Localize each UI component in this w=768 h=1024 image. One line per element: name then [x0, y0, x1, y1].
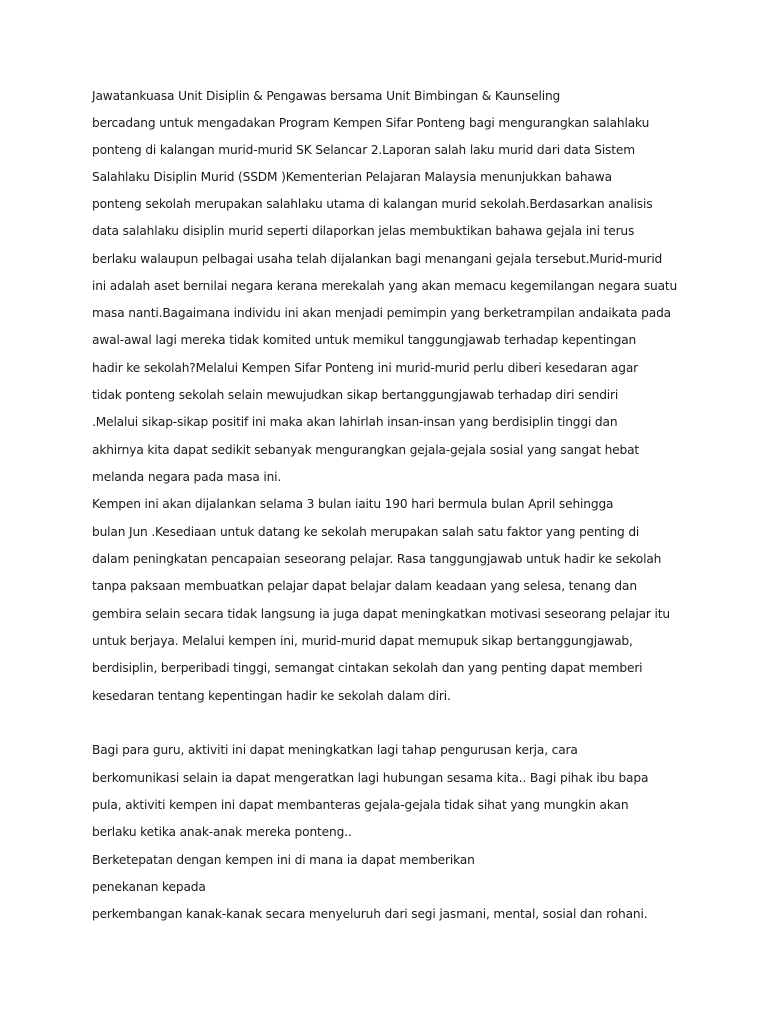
text-line: Jawatankuasa Unit Disiplin & Pengawas bersama Unit Bimbingan & Kaunseling — [92, 89, 561, 103]
text-line: ponteng sekolah merupakan salahlaku utama di kalangan murid sekolah.Berdasarkan analisis — [92, 197, 653, 211]
text-line: berdisiplin, berperibadi tinggi, semangat cintakan sekolah dan yang penting dapat memberi — [92, 661, 643, 675]
text-line: tanpa paksaan membuatkan pelajar dapat belajar dalam keadaan yang selesa, tenang dan — [92, 579, 637, 593]
text-line: ini adalah aset bernilai negara kerana merekalah yang akan memacu kegemilangan negara suatu — [92, 279, 678, 293]
text-line: .Melalui sikap-sikap positif ini maka akan lahirlah insan-insan yang berdisiplin tinggi dan — [92, 415, 618, 429]
text-line: bercadang untuk mengadakan Program Kempen Sifar Ponteng bagi mengurangkan salahlaku — [92, 116, 650, 130]
text-line: tidak ponteng sekolah selain mewujudkan sikap bertanggungjawab terhadap diri sendiri — [92, 388, 619, 402]
text-line: akhirnya kita dapat sedikit sebanyak mengurangkan gejala-gejala sosial yang sangat hebat — [92, 443, 640, 457]
text-line: berlaku ketika anak-anak mereka ponteng.. — [92, 825, 352, 839]
text-line: gembira selain secara tidak langsung ia juga dapat meningkatkan motivasi seseorang pelajar itu — [92, 607, 670, 621]
text-line: berkomunikasi selain ia dapat mengeratkan lagi hubungan sesama kita.. Bagi pihak ibu bapa — [92, 771, 649, 785]
text-line: hadir ke sekolah?Melalui Kempen Sifar Ponteng ini murid-murid perlu diberi kesedaran agar — [92, 361, 639, 375]
text-line: Bagi para guru, aktiviti ini dapat meningkatkan lagi tahap pengurusan kerja, cara — [92, 743, 578, 757]
text-line: ponteng di kalangan murid-murid SK Selancar 2.Laporan salah laku murid dari data Sistem — [92, 143, 635, 157]
text-line: berlaku walaupun pelbagai usaha telah dijalankan bagi menangani gejala tersebut.Murid-murid — [92, 252, 663, 266]
text-line: kesedaran tentang kepentingan hadir ke sekolah dalam diri. — [92, 689, 451, 703]
text-line: masa nanti.Bagaimana individu ini akan menjadi pemimpin yang berketrampilan andaikata pada — [92, 306, 671, 320]
text-line: untuk berjaya. Melalui kempen ini, murid-murid dapat memupuk sikap bertanggungjawab, — [92, 634, 633, 648]
text-line: dalam peningkatan pencapaian seseorang pelajar. Rasa tanggungjawab untuk hadir ke sekolah — [92, 552, 662, 566]
text-line: bulan Jun .Kesediaan untuk datang ke sekolah merupakan salah satu faktor yang penting di — [92, 525, 640, 539]
text-line: penekanan kepada — [92, 880, 206, 894]
text-line: Berketepatan dengan kempen ini di mana ia dapat memberikan — [92, 853, 475, 867]
text-line: melanda negara pada masa ini. — [92, 470, 282, 484]
text-line: perkembangan kanak-kanak secara menyeluruh dari segi jasmani, mental, sosial dan rohani. — [92, 907, 648, 921]
text-line: awal-awal lagi mereka tidak komited untuk memikul tanggungjawab terhadap kepentingan — [92, 333, 637, 347]
text-line: data salahlaku disiplin murid seperti dilaporkan jelas membuktikan bahawa gejala ini terus — [92, 224, 635, 238]
text-line: pula, aktiviti kempen ini dapat membanteras gejala-gejala tidak sihat yang mungkin akan — [92, 798, 629, 812]
text-line: Kempen ini akan dijalankan selama 3 bulan iaitu 190 hari bermula bulan April sehingga — [92, 497, 614, 511]
text-line: Salahlaku Disiplin Murid (SSDM )Kementerian Pelajaran Malaysia menunjukkan bahawa — [92, 170, 612, 184]
